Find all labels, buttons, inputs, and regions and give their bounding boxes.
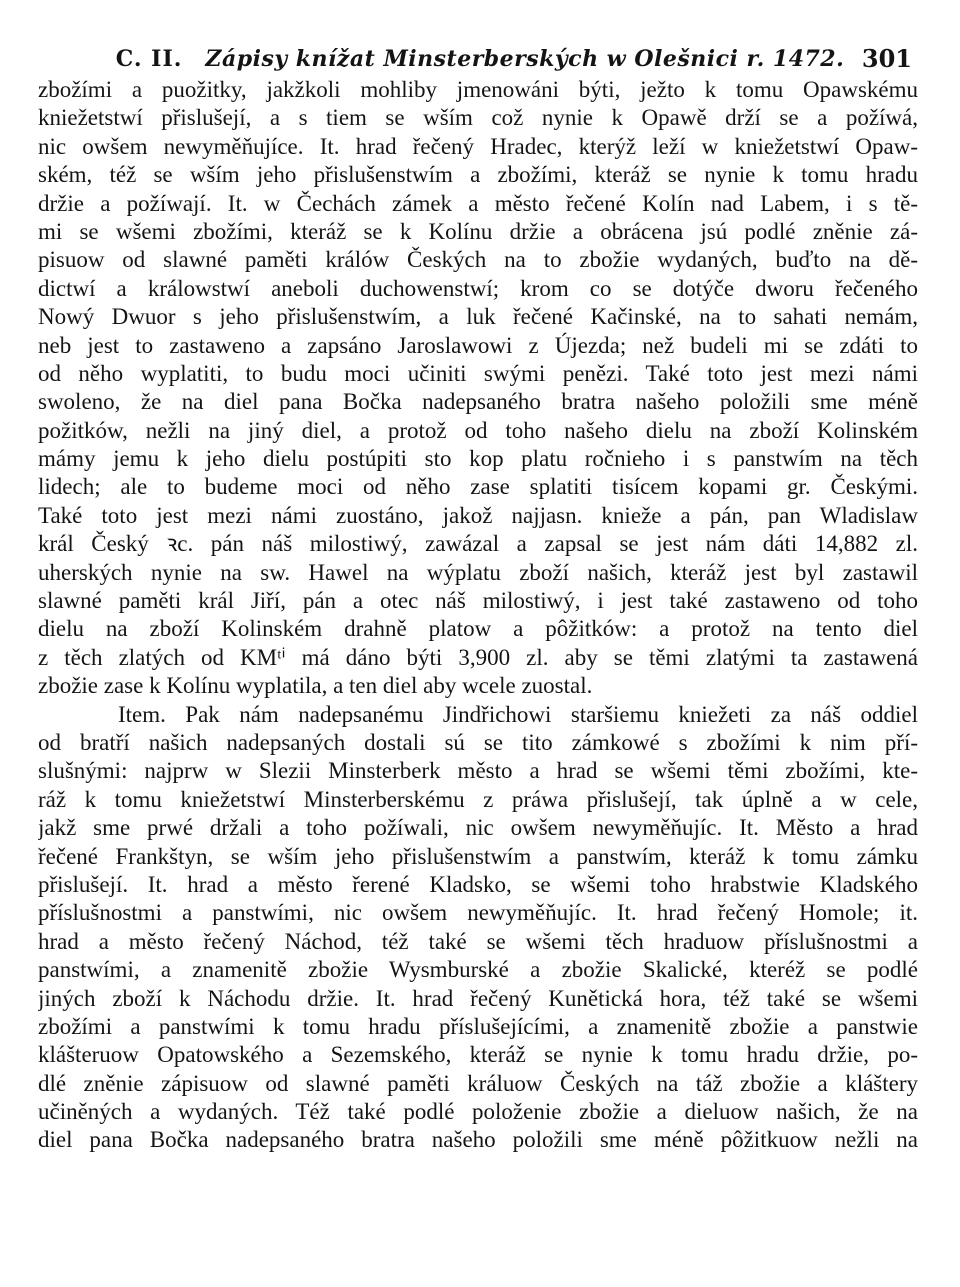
text-line: řečené Frankštyn, se wším jeho přislušenstwím a panstwím, kteráž k tomu zámku	[38, 843, 918, 869]
text-line: dictwí a králowstwí aneboli duchowenstwí; krom co se dotýče dworu řečeného	[38, 275, 918, 301]
text-line: dielu na zboží Kolinském drahně platow a pôžitków: a protož na tento diel	[38, 616, 918, 642]
text-line: mi se wšemi zbožími, kteráž se k Kolínu držie a obrácena jsú podlé zněnie zá-	[38, 218, 918, 244]
text-line: nic owšem newyměňujíce. It. hrad řečený Hradec, kterýž leží w kniežetstwí Opaw-	[38, 133, 918, 159]
body-text	[38, 76, 918, 1155]
text-line: od bratří našich nadepsaných dostali sú se tito zámkowé s zbožími k nim pří-	[38, 729, 918, 755]
document-title: Zápisy knížat Minsterberských w Olešnici r. 1472.	[205, 46, 845, 72]
text-line: dlé zněnie zápisuow od slawné paměti králuow Českých na táž zbožie a kláštery	[38, 1070, 918, 1096]
text-line: Také toto jest mezi námi zuostáno, jakož najjasn. knieže a pán, pan Wladislaw	[38, 502, 918, 528]
text-line: lidech; ale to budeme moci od něho zase splatiti tisícem kopami gr. Českými.	[38, 474, 918, 500]
text-line: z těch zlatých od KMᵗⁱ má dáno býti 3,900 zl. aby se těmi zlatými ta zastawená	[38, 644, 918, 670]
text-line: přislušejí. It. hrad a město řerené Kladsko, se wšemi toho hrabstwie Kladského	[38, 871, 918, 897]
text-line: swoleno, že na diel pana Bočka nadepsaného bratra našeho položili sme méně	[38, 389, 918, 415]
text-line: král Český ꝛc. pán náš milostiwý, zawázal a zapsal se jest nám dáti 14,882 zl.	[38, 531, 918, 557]
text-line: diel pana Bočka nadepsaného bratra našeho položili sme méně pôžitkuow nežli na	[38, 1127, 918, 1153]
text-line: od něho wyplatiti, to budu moci učiniti swými penězi. Také toto jest mezi námi	[38, 360, 918, 386]
text-line: panstwími, a znamenitě zbožie Wysmburské a zbožie Skalické, kteréž se podlé	[38, 957, 918, 983]
text-line: klášteruow Opatowského a Sezemského, kteráž se nynie k tomu hradu držie, po-	[38, 1042, 918, 1068]
text-line: pisuow od slawné paměti králów Českých na to zbožie wydaných, buďto na dě-	[38, 247, 918, 273]
text-line: zbožie zase k Kolínu wyplatila, a ten diel aby wcele zuostal.	[38, 673, 593, 699]
text-line: jiných zboží k Náchodu držie. It. hrad řečený Kunětická hora, též také se wšemi	[38, 985, 918, 1011]
chapter-number: C. II.	[115, 46, 183, 72]
text-line: příslušnostmi a panstwími, nic owšem newyměňujíc. It. hrad řečený Homole; it.	[38, 900, 918, 926]
text-line: ráž k tomu kniežetstwí Minsterberskému z práwa přislušejí, tak úplně a w cele,	[38, 786, 918, 812]
running-title	[0, 42, 960, 77]
text-line: ském, též se wším jeho přislušenstwím a zbožími, kteráž se nynie k tomu hradu	[38, 162, 918, 188]
text-line: Item. Pak nám nadepsanému Jindřichowi staršiemu kniežeti za náš oddiel	[118, 701, 918, 727]
text-line: mámy jemu k jeho dielu postúpiti sto kop platu ročnieho i s panstwím na těch	[38, 446, 918, 472]
text-line: jakž sme prwé držali a toho požíwali, nic owšem newyměňujíc. It. Město a hrad	[38, 815, 918, 841]
text-line: hrad a město řečený Náchod, též také se wšemi těch hraduow příslušnostmi a	[38, 928, 918, 954]
text-line: zbožími a panstwími k tomu hradu příslušejícími, a znamenitě zbožie a panstwie	[38, 1013, 918, 1039]
text-line: požitków, nežli na jiný diel, a protož od toho našeho dielu na zboží Kolinském	[38, 417, 918, 443]
text-line: učiněných a wydaných. Též také podlé položenie zbožie a dieluow našich, že na	[38, 1099, 918, 1125]
text-line: Nowý Dwuor s jeho přislušenstwím, a luk řečené Kačinské, na to sahati nemám,	[38, 304, 918, 330]
text-line: zbožími a puožitky, jakžkoli mohliby jmenowáni býti, ježto k tomu Opawskému	[38, 77, 918, 102]
text-line: uherských nynie na sw. Hawel na wýplatu zboží našich, kteráž jest byl zastawil	[38, 559, 918, 585]
text-line: slušnými: najprw w Slezii Minsterberk město a hrad se wšemi těmi zbožími, kte-	[38, 758, 918, 784]
page-number: 301	[861, 44, 912, 73]
text-line: držie a požíwají. It. w Čechách zámek a město řečené Kolín nad Labem, i s tě-	[38, 190, 918, 216]
text-line: slawné paměti král Jiří, pán a otec náš milostiwý, i jest také zastaweno od toho	[38, 588, 918, 614]
text-line: kniežetstwí přislušejí, a s tiem se wším což nynie k Opawě drží se a požíwá,	[38, 105, 918, 131]
text-line: neb jest to zastaweno a zapsáno Jaroslawowi z Újezda; než budeli mi se zdáti to	[38, 332, 918, 358]
running-head	[0, 42, 960, 76]
